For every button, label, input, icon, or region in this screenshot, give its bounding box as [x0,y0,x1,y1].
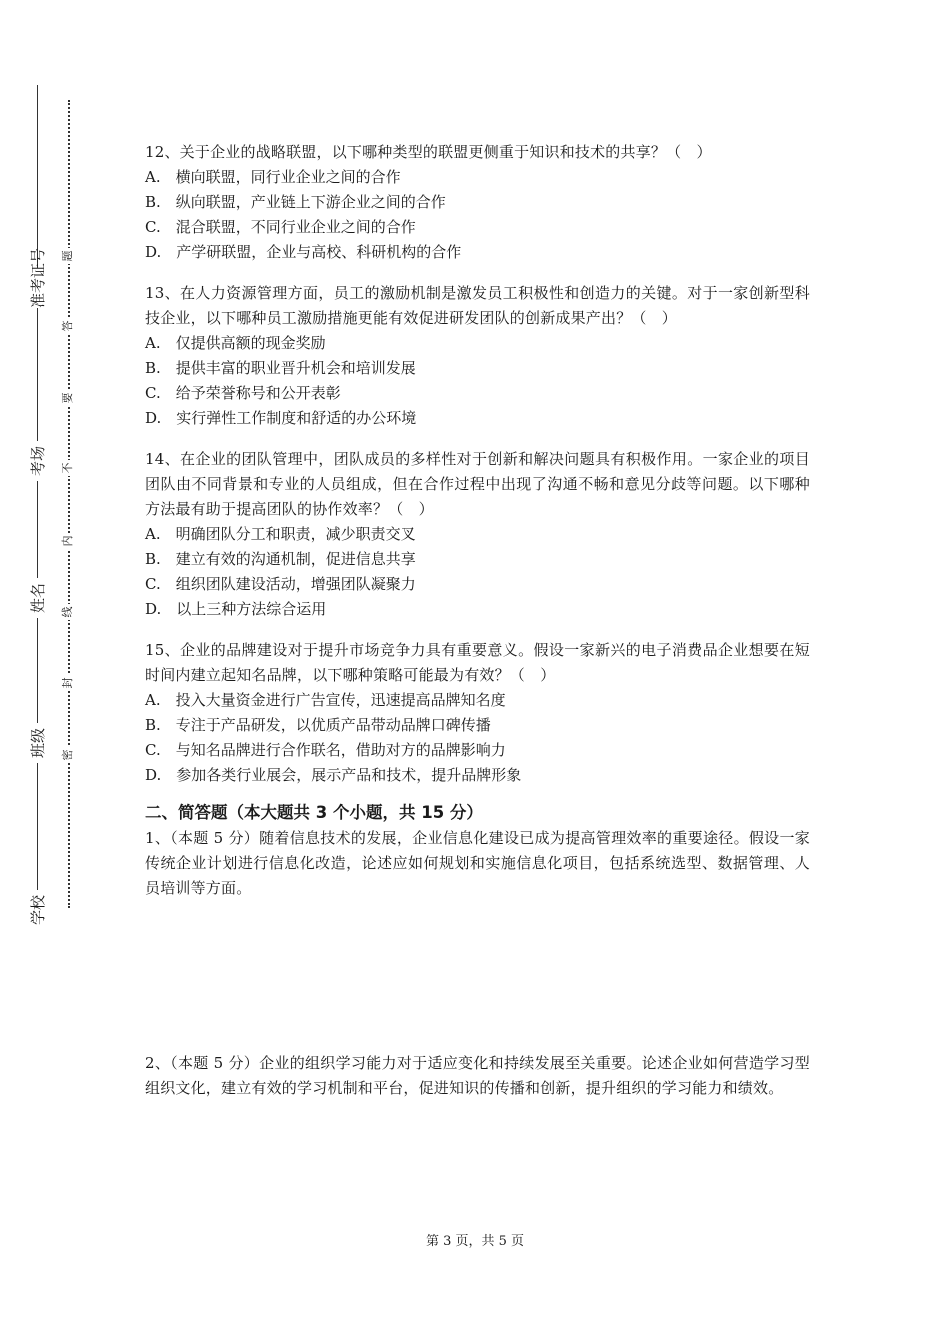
option-d: D. 实行弹性工作制度和舒适的办公环境 [145,409,417,427]
option-d: D. 参加各类行业展会，展示产品和技术，提升品牌形象 [145,766,522,784]
seal-char: 题 [60,248,76,264]
option-d: D. 产学研联盟，企业与高校、科研机构的合作 [145,243,462,261]
question-stem: 12、关于企业的战略联盟，以下哪种类型的联盟更侧重于知识和技术的共享？（ ） [145,143,712,161]
seal-char: 封 [60,675,76,691]
option-a: A. 仅提供高额的现金奖励 [145,334,326,352]
exam-content [145,140,810,1101]
question-stem: 14、在企业的团队管理中，团队成员的多样性对于创新和解决问题具有积极作用。一家企业的项目团队由不同背景和专业的人员组成，但在合作过程中出现了沟通不畅和意见分歧等问题。以下哪种方法最有助于提高团队的协作效率？（ ） [145,450,810,518]
name-label: 姓名 [28,578,48,618]
question-stem: 13、在人力资源管理方面，员工的激励机制是激发员工积极性和创造力的关键。对于一家创新型科技企业，以下哪种员工激励措施更能有效促进研发团队的创新成果产出？（ ） [145,284,810,327]
short-answer-2: 2、（本题 5 分）企业的组织学习能力对于适应变化和持续发展至关重要。论述企业如何营造学习型组织文化，建立有效的学习机制和平台，促进知识的传播和创新，提升组织的学习能力和绩效。 [145,1054,810,1097]
exam-number-label: 准考证号 [29,247,47,308]
option-a: A. 明确团队分工和职责，减少职责交叉 [145,525,416,543]
binding-solid-line [37,85,38,930]
option-b: B. 纵向联盟，产业链上下游企业之间的合作 [145,193,446,211]
option-c: C. 给予荣誉称号和公开表彰 [145,384,341,402]
school-label: 学校 [28,890,48,930]
seal-char: 密 [60,747,76,763]
seal-dotted-line [68,100,70,908]
option-c: C. 组织团队建设活动，增强团队凝聚力 [145,575,416,593]
seal-char: 线 [60,604,76,620]
question-12 [145,140,810,265]
option-c: C. 混合联盟，不同行业企业之间的合作 [145,218,416,236]
question-13 [145,281,810,431]
answer-space [145,901,810,1051]
option-d: D. 以上三种方法综合运用 [145,600,327,618]
question-stem: 15、企业的品牌建设对于提升市场竞争力具有重要意义。假设一家新兴的电子消费品企业想要在短时间内建立起知名品牌，以下哪种策略可能最为有效？（ ） [145,641,810,684]
page-number: 第 3 页，共 5 页 [425,1234,525,1249]
question-14 [145,447,810,622]
seal-char: 答 [60,318,76,334]
option-a: A. 横向联盟，同行业企业之间的合作 [145,168,401,186]
option-c: C. 与知名品牌进行合作联名，借助对方的品牌影响力 [145,741,506,759]
option-b: B. 建立有效的沟通机制，促进信息共享 [145,550,416,568]
exam-room-label: 考场 [28,441,48,481]
seal-char: 内 [60,533,76,549]
seal-char: 不 [60,460,76,476]
section-heading: 二、简答题（本大题共 3 个小题，共 15 分） [145,803,483,822]
class-label: 班级 [28,723,48,763]
option-b: B. 专注于产品研发，以优质产品带动品牌口碑传播 [145,716,491,734]
binding-margin [0,0,110,1344]
question-15 [145,638,810,788]
option-b: B. 提供丰富的职业晋升机会和培训发展 [145,359,416,377]
short-answer-1: 1、（本题 5 分）随着信息技术的发展，企业信息化建设已成为提高管理效率的重要途径。假设一家传统企业计划进行信息化改造，论述应如何规划和实施信息化项目，包括系统选型、数据管理、人员培训等方面。 [145,829,810,897]
seal-char: 要 [60,390,76,406]
option-a: A. 投入大量资金进行广告宣传，迅速提高品牌知名度 [145,691,506,709]
